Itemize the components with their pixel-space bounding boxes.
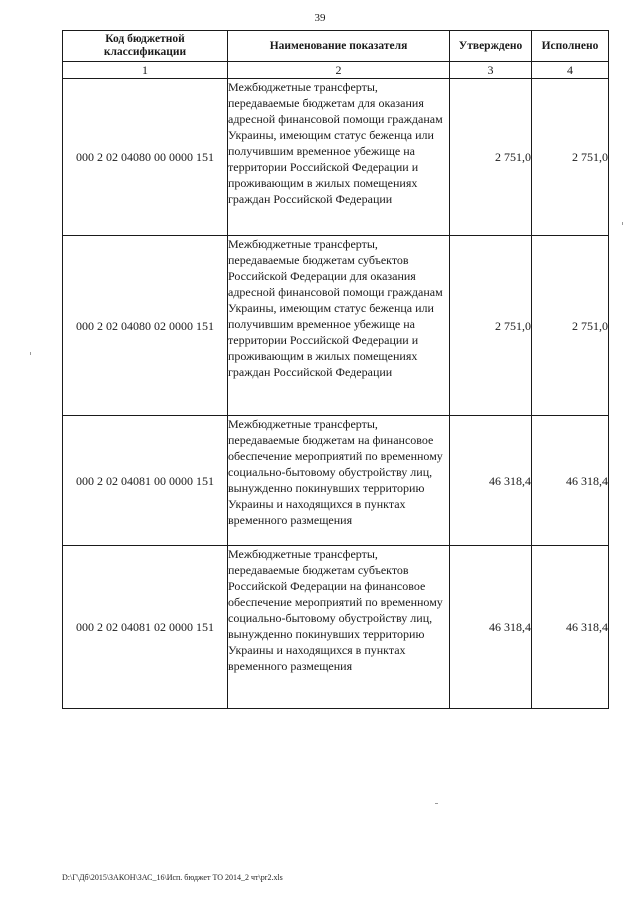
row-code: 000 2 02 04080 00 0000 151 xyxy=(63,79,228,236)
column-number: 4 xyxy=(532,62,609,79)
header-approved: Утверждено xyxy=(450,31,532,62)
row-name: Межбюджетные трансферты, передаваемые бюджетам субъектов Российской Федерации на финансовое обеспечение мероприятий по временному социально-бытовому обустройству лиц, вынужденно покинувших территорию Украины и находящихся в пунктах временного размещения xyxy=(228,546,450,709)
row-code: 000 2 02 04081 00 0000 151 xyxy=(63,416,228,546)
row-approved: 46 318,4 xyxy=(450,416,532,546)
table-row xyxy=(63,236,609,416)
table-row xyxy=(63,416,609,546)
row-name: Межбюджетные трансферты, передаваемые бюджетам для оказания адресной финансовой помощи гражданам Украины, имеющим статус беженца или получившим временное убежище на территории Российской Федерации и проживающим в жилых помещениях граждан Российской Федерации xyxy=(228,79,450,236)
row-approved: 2 751,0 xyxy=(450,236,532,416)
column-number-row xyxy=(63,62,609,79)
footer-file-path: D:\Г\Дб\2015\ЗАКОН\ЗАС_16\Исп. бюджет ТО 2014_2 чт\pr2.xls xyxy=(62,873,283,882)
column-number: 1 xyxy=(63,62,228,79)
table-row xyxy=(63,546,609,709)
scan-speck xyxy=(30,352,31,355)
row-name: Межбюджетные трансферты, передаваемые бюджетам субъектов Российской Федерации для оказания адресной финансовой помощи гражданам Украины, имеющим статус беженца или получившим временное убежище на территории Российской Федерации и проживающим в жилых помещениях граждан Российской Федерации xyxy=(228,236,450,416)
row-approved: 2 751,0 xyxy=(450,79,532,236)
header-code: Код бюджетной классификации xyxy=(63,31,228,62)
page-number: 39 xyxy=(314,12,326,24)
table-row xyxy=(63,79,609,236)
row-code: 000 2 02 04080 02 0000 151 xyxy=(63,236,228,416)
column-number: 3 xyxy=(450,62,532,79)
budget-table xyxy=(62,30,609,709)
row-executed: 2 751,0 xyxy=(532,79,609,236)
row-executed: 46 318,4 xyxy=(532,416,609,546)
row-approved: 46 318,4 xyxy=(450,546,532,709)
header-name: Наименование показателя xyxy=(228,31,450,62)
header-executed: Исполнено xyxy=(532,31,609,62)
scan-speck xyxy=(622,222,623,225)
column-number: 2 xyxy=(228,62,450,79)
row-executed: 2 751,0 xyxy=(532,236,609,416)
row-executed: 46 318,4 xyxy=(532,546,609,709)
row-code: 000 2 02 04081 02 0000 151 xyxy=(63,546,228,709)
row-name: Межбюджетные трансферты, передаваемые бюджетам на финансовое обеспечение мероприятий по временному социально-бытовому обустройству лиц, вынужденно покинувших территорию Украины и находящихся в пунктах временного размещения xyxy=(228,416,450,546)
scan-speck xyxy=(435,803,438,804)
table-header-row xyxy=(63,31,609,62)
